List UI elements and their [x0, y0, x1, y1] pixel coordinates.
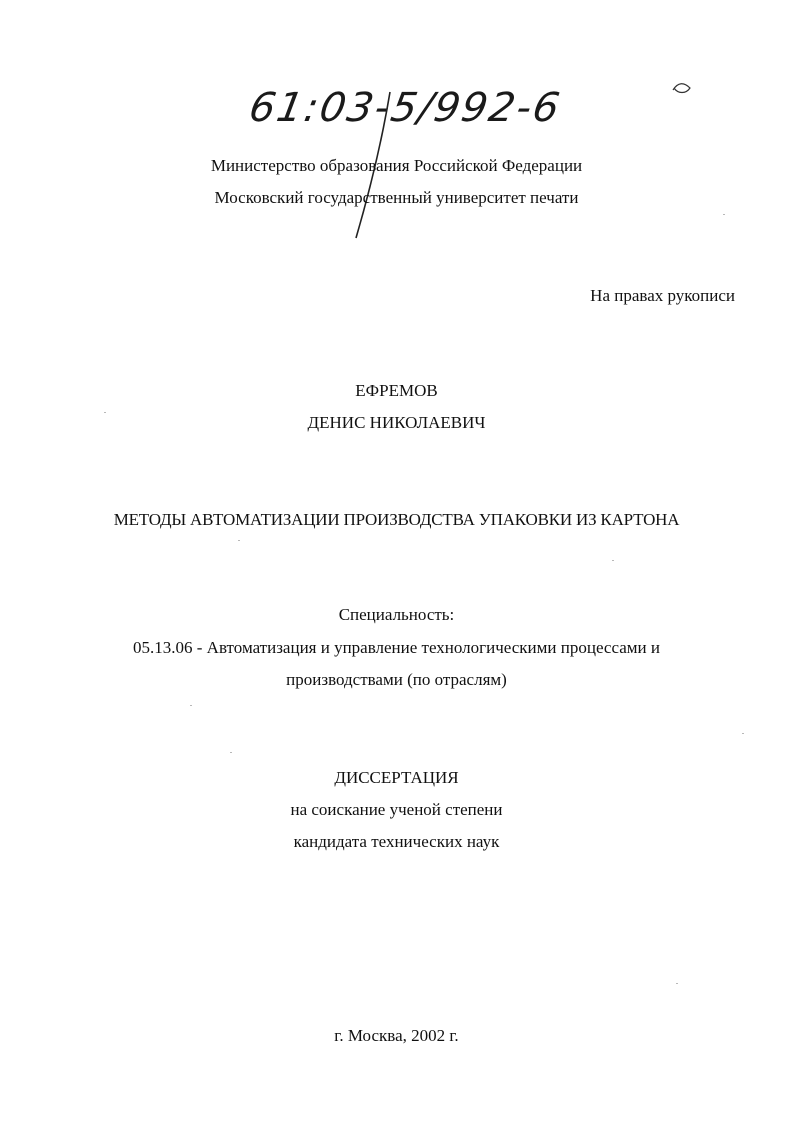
scan-speckle — [104, 412, 106, 413]
scan-speckle — [190, 705, 192, 706]
scan-speckle — [238, 540, 240, 541]
dissertation-title: МЕТОДЫ АВТОМАТИЗАЦИИ ПРОИЗВОДСТВА УПАКОВКИ ИЗ КАРТОНА — [113, 510, 680, 529]
handwritten-mark-icon — [670, 78, 696, 98]
scan-speckle — [612, 560, 614, 561]
dissertation-degree-line-1: на соискание ученой степени — [290, 800, 503, 819]
scan-speckle — [723, 214, 725, 215]
dissertation-degree-line-2: кандидата технических наук — [293, 832, 500, 851]
specialty-line-2: производствами (по отраслям) — [286, 670, 507, 689]
ministry-line: Министерство образования Российской Федерации — [210, 156, 583, 175]
scan-speckle — [742, 733, 744, 734]
scan-speckle — [676, 983, 678, 984]
scan-speckle — [230, 752, 232, 753]
dissertation-heading: ДИССЕРТАЦИЯ — [334, 768, 459, 787]
author-surname: ЕФРЕМОВ — [355, 381, 438, 400]
handwritten-archive-code: 61:03-5/992-6 — [245, 85, 565, 131]
university-line: Московский государственный университет печати — [214, 188, 579, 207]
place-and-year: г. Москва, 2002 г. — [334, 1026, 459, 1045]
specialty-line-1: 05.13.06 - Автоматизация и управление технологическими процессами и — [133, 638, 660, 657]
specialty-label: Специальность: — [338, 605, 455, 624]
manuscript-note: На правах рукописи — [590, 286, 735, 305]
author-given-names: ДЕНИС НИКОЛАЕВИЧ — [307, 413, 486, 432]
